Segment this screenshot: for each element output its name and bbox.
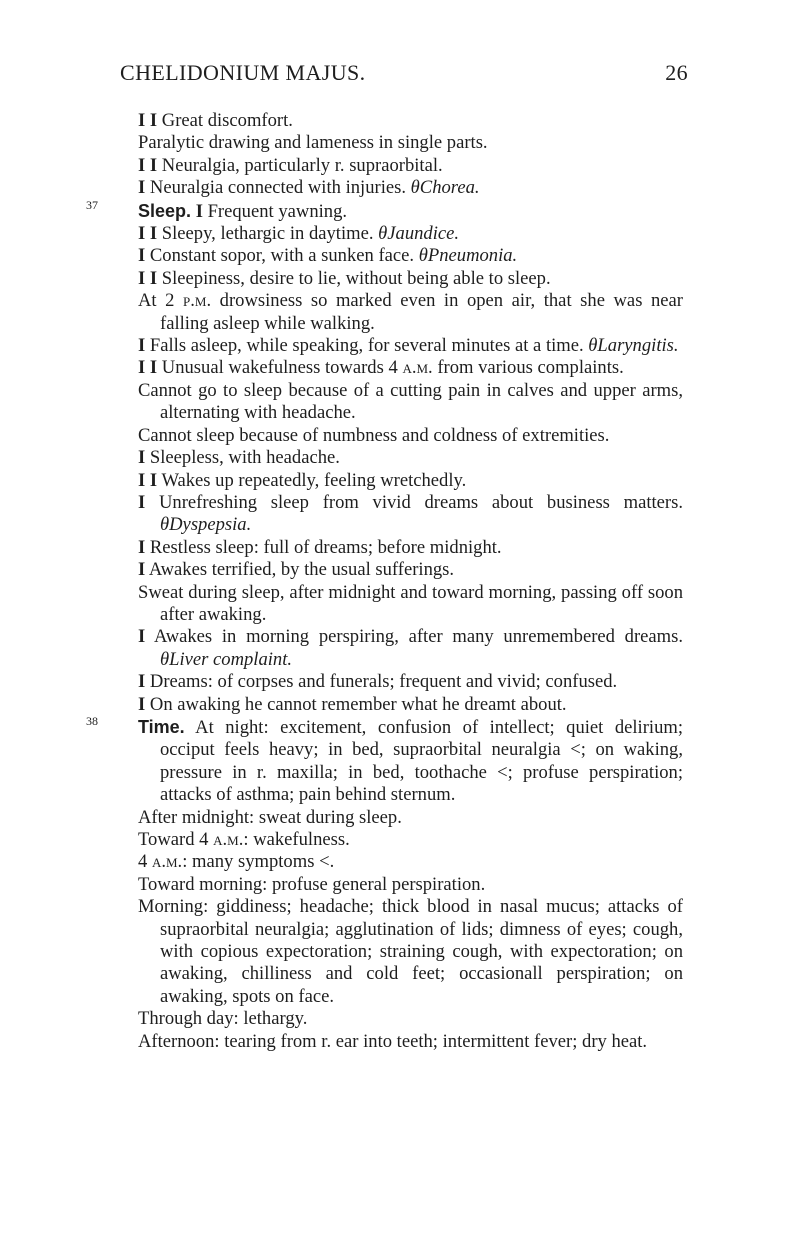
text-body — [86, 110, 684, 1053]
symptom-line: I Awakes terrified, by the usual sufferings. — [138, 559, 455, 581]
section-heading: Sleep. — [138, 200, 192, 221]
grade-mark: I — [138, 491, 146, 513]
symptom-line: I I Great discomfort. — [138, 110, 293, 131]
grade-mark: I — [138, 626, 146, 648]
grade-mark: I — [138, 559, 146, 581]
symptom-line: Through day: lethargy. — [138, 1008, 308, 1030]
symptom-line: Toward morning: profuse general perspiration. — [138, 873, 486, 895]
section-sleep: 37 Sleep. I Frequent yawning. — [86, 197, 348, 222]
symptom-line: I I Wakes up repeatedly, feeling wretchedly. — [138, 469, 467, 491]
symptom-line: After midnight: sweat during sleep. — [138, 806, 402, 828]
grade-mark: I I — [138, 154, 158, 176]
running-title: CHELIDONIUM MAJUS. — [120, 60, 366, 85]
grade-mark: I — [138, 447, 146, 469]
symptom-line: Sweat during sleep, after midnight and toward morning, passing off soon after awaking. — [138, 581, 683, 625]
symptom-line: At 2 p.m. drowsiness so marked even in open air, that she was near falling asleep while walking. — [138, 290, 683, 334]
symptom-line: I Unrefreshing sleep from vivid dreams about business matters. θDyspepsia. — [138, 491, 683, 536]
grade-mark: I I — [138, 267, 158, 289]
symptom-line: I I Sleepy, lethargic in daytime. θJaundice. — [138, 223, 460, 245]
symptom-line: 4 a.m.: many symptoms <. — [138, 851, 335, 873]
grade-mark: I — [138, 177, 146, 199]
symptom-line: I I Sleepiness, desire to lie, without being able to sleep. — [138, 267, 551, 289]
grade-mark: I I — [138, 223, 158, 245]
condition-note: θLaryngitis. — [588, 335, 679, 357]
section-heading: Time. — [138, 716, 185, 737]
symptom-line: Cannot go to sleep because of a cutting pain in calves and upper arms, alternating with headache. — [138, 379, 683, 424]
grade-mark: I — [138, 335, 146, 357]
section-time: 38 Time. At night: excitement, confusion of intellect; quiet delirium; occiput feels heavy; in bed, supraorbital neuralgia <; on waking, pressure in r. maxilla; in bed, toothache <; profuse perspiration; attacks of asthma; pain behind sternum. — [86, 713, 683, 806]
symptom-line: I Awakes in morning perspiring, after many unremembered dreams. θLiver complaint. — [138, 626, 684, 670]
symptom-line: I On awaking he cannot remember what he dreamt about. — [138, 693, 567, 715]
symptom-line: I Restless sleep: full of dreams; before midnight. — [138, 536, 502, 558]
grade-mark: I — [138, 536, 146, 558]
symptom-line: Cannot sleep because of numbness and coldness of extremities. — [138, 424, 610, 446]
condition-note: θLiver complaint. — [160, 648, 293, 670]
symptom-line: I Neuralgia connected with injuries. θChorea. — [138, 177, 480, 199]
grade-mark: I I — [138, 110, 158, 131]
grade-mark: I — [195, 200, 203, 222]
symptom-line: I I Neuralgia, particularly r. supraorbital. — [138, 154, 443, 176]
symptom-line: I Constant sopor, with a sunken face. θPneumonia. — [138, 245, 518, 267]
grade-mark: I I — [138, 469, 158, 491]
condition-note: θDyspepsia. — [160, 514, 252, 536]
symptom-line: Morning: giddiness; headache; thick blood in nasal mucus; attacks of supraorbital neuralgia; agglutination of lids; dimness of eyes; cough, with copious expectoration; straining cough, with expectoration; on awaking, chilliness and cold feet; occasionall perspiration; on awaking, spots on face. — [138, 896, 683, 1007]
grade-mark: I — [138, 245, 146, 267]
condition-note: θPneumonia. — [418, 245, 518, 267]
grade-mark: I I — [138, 357, 158, 379]
condition-note: θChorea. — [410, 177, 480, 199]
symptom-line: Paralytic drawing and lameness in single parts. — [138, 132, 488, 154]
condition-note: θJaundice. — [378, 223, 460, 245]
symptom-line: Afternoon: tearing from r. ear into teeth; intermittent fever; dry heat. — [138, 1030, 648, 1052]
symptom-line: I I Unusual wakefulness towards 4 a.m. from various complaints. — [138, 357, 624, 379]
grade-mark: I — [138, 693, 146, 715]
symptom-line: I Falls asleep, while speaking, for several minutes at a time. θLaryngitis. — [138, 335, 679, 357]
symptom-line: Toward 4 a.m.: wakefulness. — [138, 829, 350, 850]
page-number: 26 — [665, 60, 688, 85]
symptom-line: I Dreams: of corpses and funerals; frequent and vivid; confused. — [138, 671, 618, 693]
symptom-line: I Sleepless, with headache. — [138, 447, 340, 469]
grade-mark: I — [138, 671, 146, 693]
